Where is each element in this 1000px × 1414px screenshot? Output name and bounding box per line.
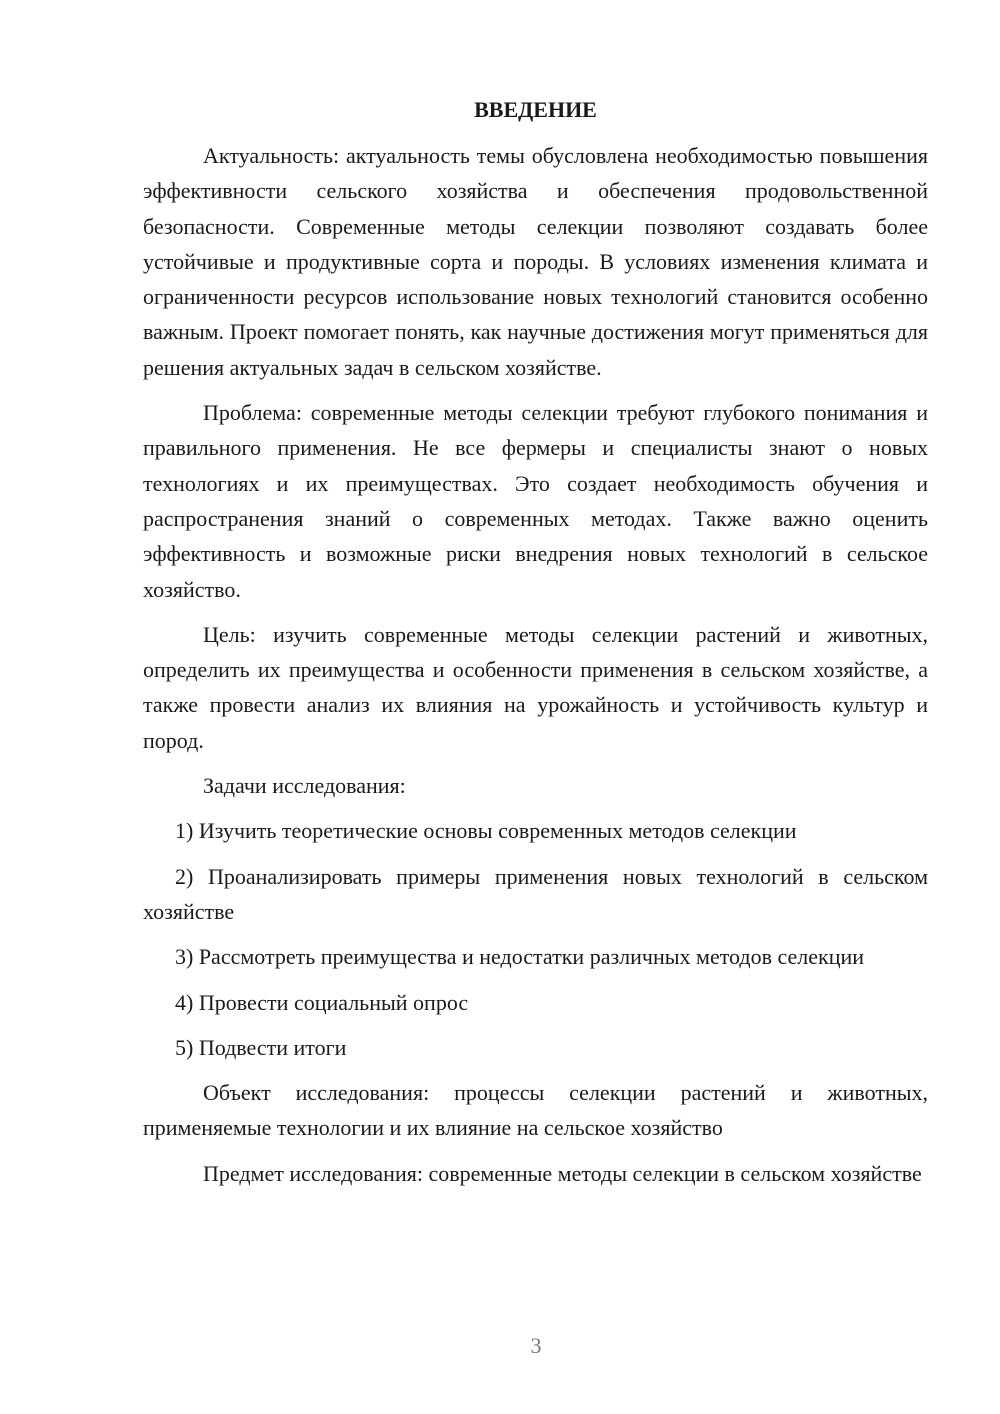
paragraph-tasks-heading: Задачи исследования: (203, 773, 406, 799)
task-item-1: 1) Изучить теоретические основы современных методов селекции (175, 818, 797, 844)
page-number: 3 (530, 1333, 542, 1358)
task-item-2: 2) Проанализировать примеры применения новых технологий в сельском хозяйстве (143, 863, 928, 924)
page-content (143, 92, 928, 1201)
paragraph-relevance: Актуальность: актуальность темы обусловлена необходимостью повышения эффективности сельского хозяйства и обеспечения продовольственной безопасности. Современные методы селекции позволяют создавать более устойчивые и продуктивные сорта и породы. В условиях изменения климата и ограниченности ресурсов использование новых технологий становится особенно важным. Проект помогает понять, как научные достижения могут применяться для решения актуальных задач в сельском хозяйстве. (143, 143, 928, 380)
task-item-3: 3) Рассмотреть преимущества и недостатки различных методов селекции (175, 944, 865, 970)
task-item-4: 4) Провести социальный опрос (175, 989, 469, 1015)
paragraph-research-object: Объект исследования: процессы селекции растений и животных, применяемые технологии и их влияние на сельское хозяйство (143, 1080, 928, 1141)
task-item-5: 5) Подвести итоги (175, 1034, 347, 1060)
paragraph-research-subject: Предмет исследования: современные методы селекции в сельском хозяйстве (203, 1160, 922, 1186)
section-title: ВВЕДЕНИЕ (474, 97, 597, 122)
paragraph-goal: Цель: изучить современные методы селекции растений и животных, определить их преимущества и особенности применения в сельском хозяйстве, а также провести анализ их влияния на урожайность и устойчивость культур и пород. (143, 621, 928, 753)
paragraph-problem: Проблема: современные методы селекции требуют глубокого понимания и правильного применения. Не все фермеры и специалисты знают о новых технологиях и их преимуществах. Это создает необходимость обучения и распространения знаний о современных методах. Также важно оценить эффективность и возможные риски внедрения новых технологий в сельское хозяйство. (143, 400, 928, 602)
